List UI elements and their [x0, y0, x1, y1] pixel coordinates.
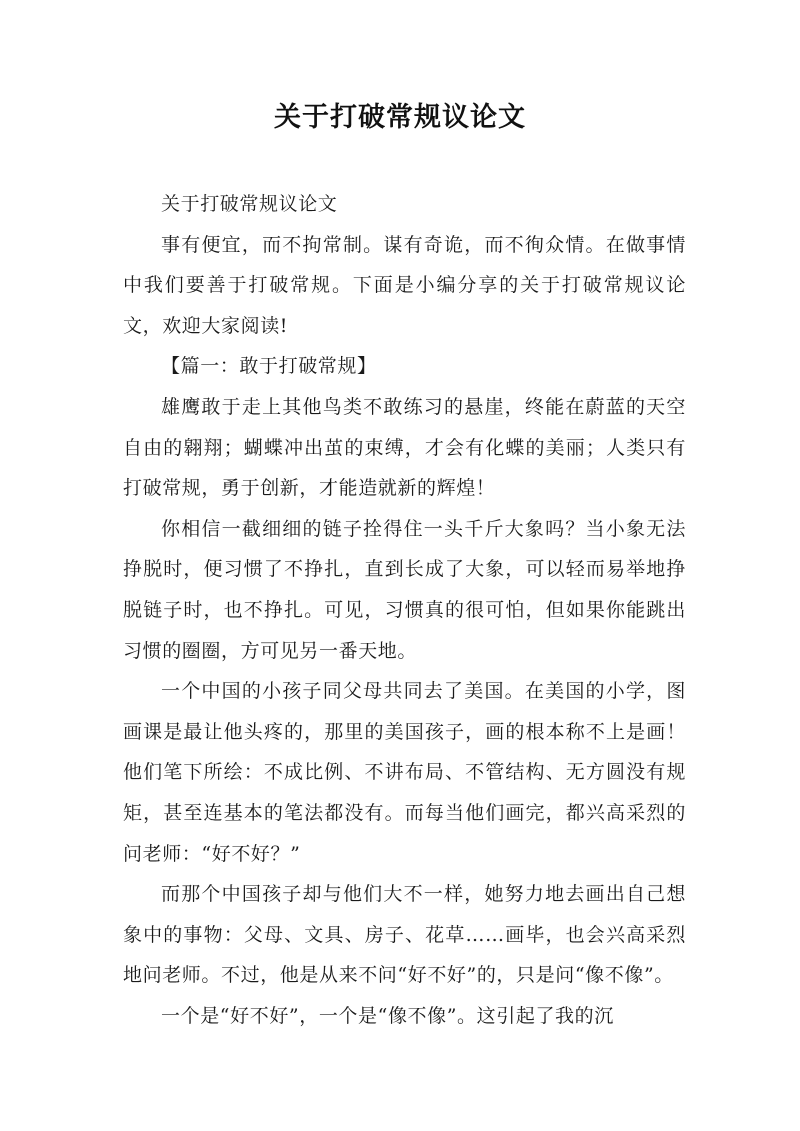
document-title: 关于打破常规议论文 [274, 102, 526, 133]
paragraph-child-america: 一个中国的小孩子同父母共同去了美国。在美国的小学，图画课是最让他头疼的，那里的美国孩子，画的根本称不上是画！他们笔下所绘：不成比例、不讲布局、不管结构、无方圆没有规矩，甚至连基本的笔法都没有。而每当他们画完，都兴高采烈的问老师：“好不好？” [123, 680, 686, 865]
paragraph-eagle: 雄鹰敢于走上其他鸟类不敢练习的悬崖，终能在蔚蓝的天空自由的翱翔；蝴蝶冲出茧的束缚，才会有化蝶的美丽；人类只有打破常规，勇于创新，才能造就新的辉煌！ [123, 395, 686, 500]
paragraph-reflection: 一个是“好不好”，一个是“像不像”。这引起了我的沉 [161, 1004, 614, 1027]
paragraph-elephant: 你相信一截细细的链子拴得住一头千斤大象吗？当小象无法挣脱时，便习惯了不挣扎，直到长成了大象，可以轻而易举地挣脱链子时，也不挣扎。可见，习惯真的很可怕，但如果你能跳出习惯的圈圈，方可见另一番天地。 [123, 517, 686, 662]
paragraph-chinese-child: 而那个中国孩子却与他们大不一样，她努力地去画出自己想象中的事物：父母、文具、房子、花草……画毕，也会兴高采烈地问老师。不过，他是从来不问“好不好”的，只是问“像不像”。 [123, 883, 686, 987]
paragraph-subtitle: 关于打破常规议论文 [161, 193, 338, 215]
section-heading: 【篇一：敢于打破常规】 [161, 355, 377, 378]
paragraph-intro: 事有便宜，而不拘常制。谋有奇诡，而不徇众情。在做事情中我们要善于打破常规。下面是小编分享的关于打破常规议论文，欢迎大家阅读! [123, 233, 686, 337]
document-body [123, 184, 686, 1036]
